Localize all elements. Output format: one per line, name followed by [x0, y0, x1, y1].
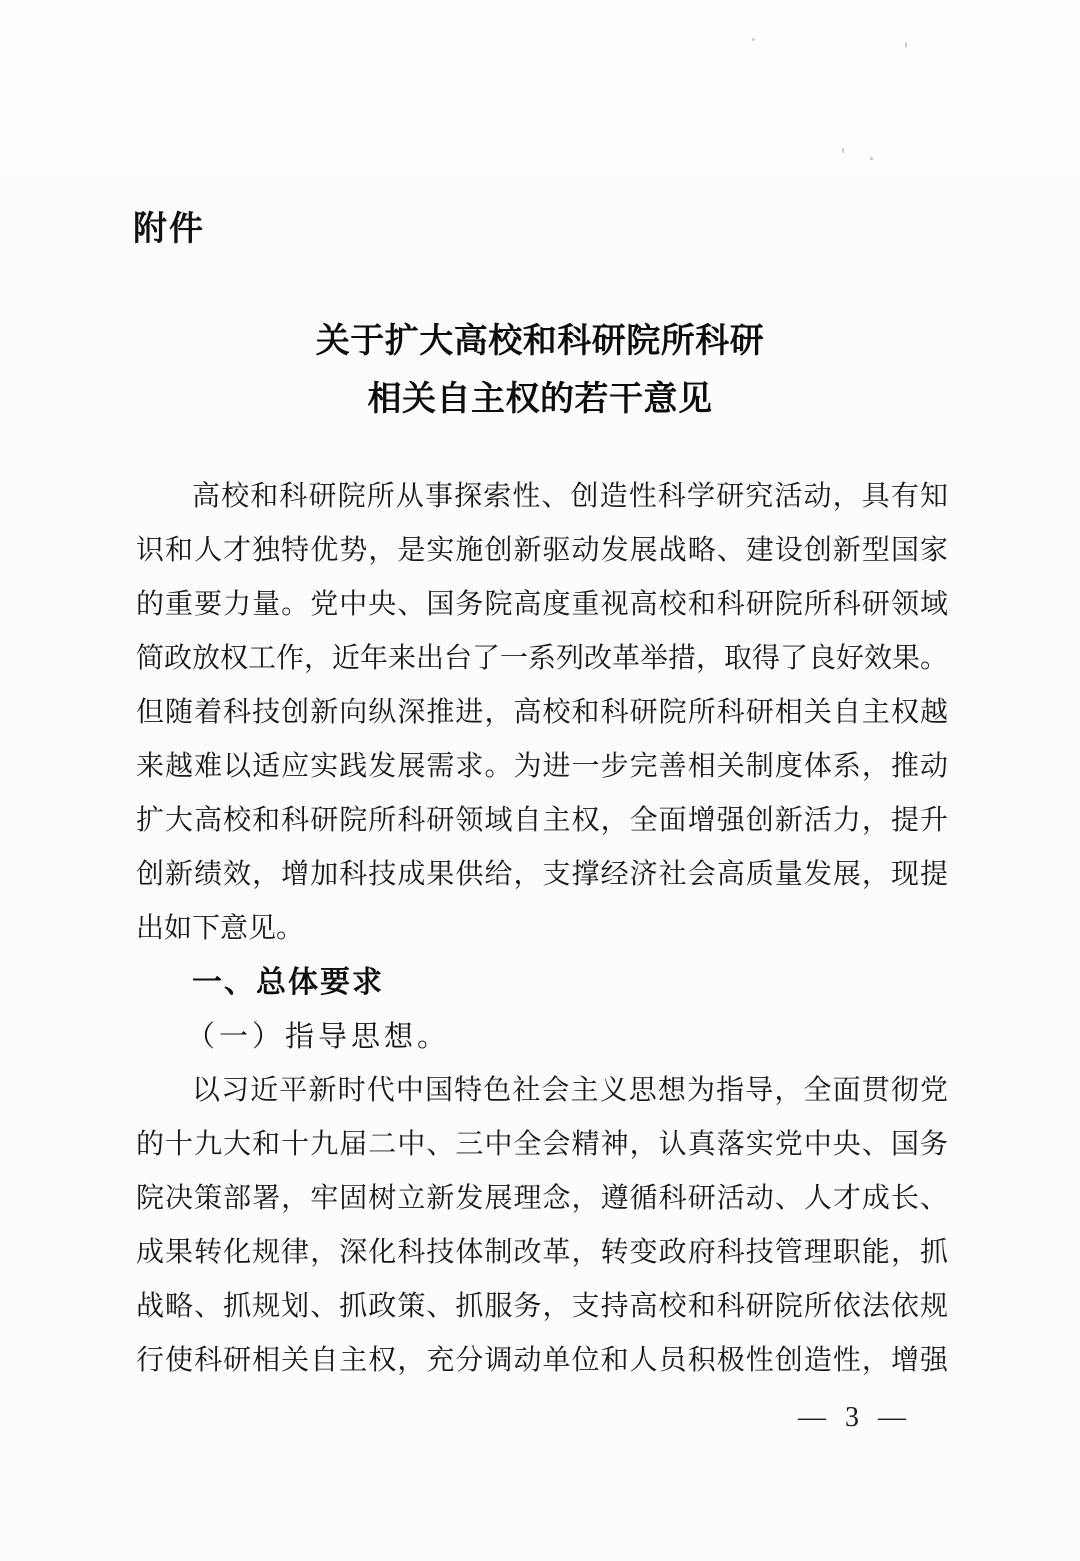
text-line: 以习近平新时代中国特色社会主义思想为指导，全面贯彻党	[192, 1075, 948, 1106]
text-line: 的重要力量。党中央、国务院高度重视高校和科研院所科研领域	[136, 589, 948, 620]
text-line: 高校和科研院所从事探索性、创造性科学研究活动，具有知	[192, 481, 948, 512]
subsection-heading: （一）指导思想。	[186, 1021, 451, 1053]
text-line: 来越难以适应实践发展需求。为进一步完善相关制度体系，推动	[136, 751, 948, 782]
section-heading: 一、总体要求	[192, 966, 384, 999]
text-line: 院决策部署，牢固树立新发展理念，遵循科研活动、人才成长、	[136, 1183, 948, 1214]
text-line: 但随着科技创新向纵深推进，高校和科研院所科研相关自主权越	[136, 697, 948, 728]
text-line: 成果转化规律，深化科技体制改革，转变政府科技管理职能，抓	[136, 1237, 948, 1268]
guiding-ideology-paragraph	[136, 1064, 948, 1388]
text-line: 的十九大和十九届二中、三中全会精神，认真落实党中央、国务	[136, 1129, 948, 1160]
scan-speckle	[870, 157, 873, 160]
page-number: — 3 —	[798, 1402, 912, 1433]
scan-speckle	[905, 42, 907, 48]
text-line: 行使科研相关自主权，充分调动单位和人员积极性创造性，增强	[136, 1345, 948, 1376]
document-body	[136, 470, 948, 1388]
document-title-line1: 关于扩大高校和科研院所科研	[315, 322, 765, 360]
text-line: 简政放权工作，近年来出台了一系列改革举措，取得了良好效果。	[136, 643, 949, 674]
scan-speckle	[842, 148, 844, 153]
scan-speckle	[752, 38, 755, 41]
document-title-line2: 相关自主权的若干意见	[367, 380, 713, 418]
document-title	[0, 312, 1080, 428]
text-line: 战略、抓规划、抓政策、抓服务，支持高校和科研院所依法依规	[136, 1291, 948, 1322]
text-line: 创新绩效，增加科技成果供给，支撑经济社会高质量发展，现提	[136, 859, 948, 890]
attachment-label: 附件	[133, 210, 205, 248]
text-line: 扩大高校和科研院所科研领域自主权，全面增强创新活力，提升	[136, 805, 948, 836]
text-line: 出如下意见。	[136, 913, 305, 944]
text-line: 识和人才独特优势，是实施创新驱动发展战略、建设创新型国家	[136, 535, 948, 566]
intro-paragraph	[136, 470, 948, 956]
